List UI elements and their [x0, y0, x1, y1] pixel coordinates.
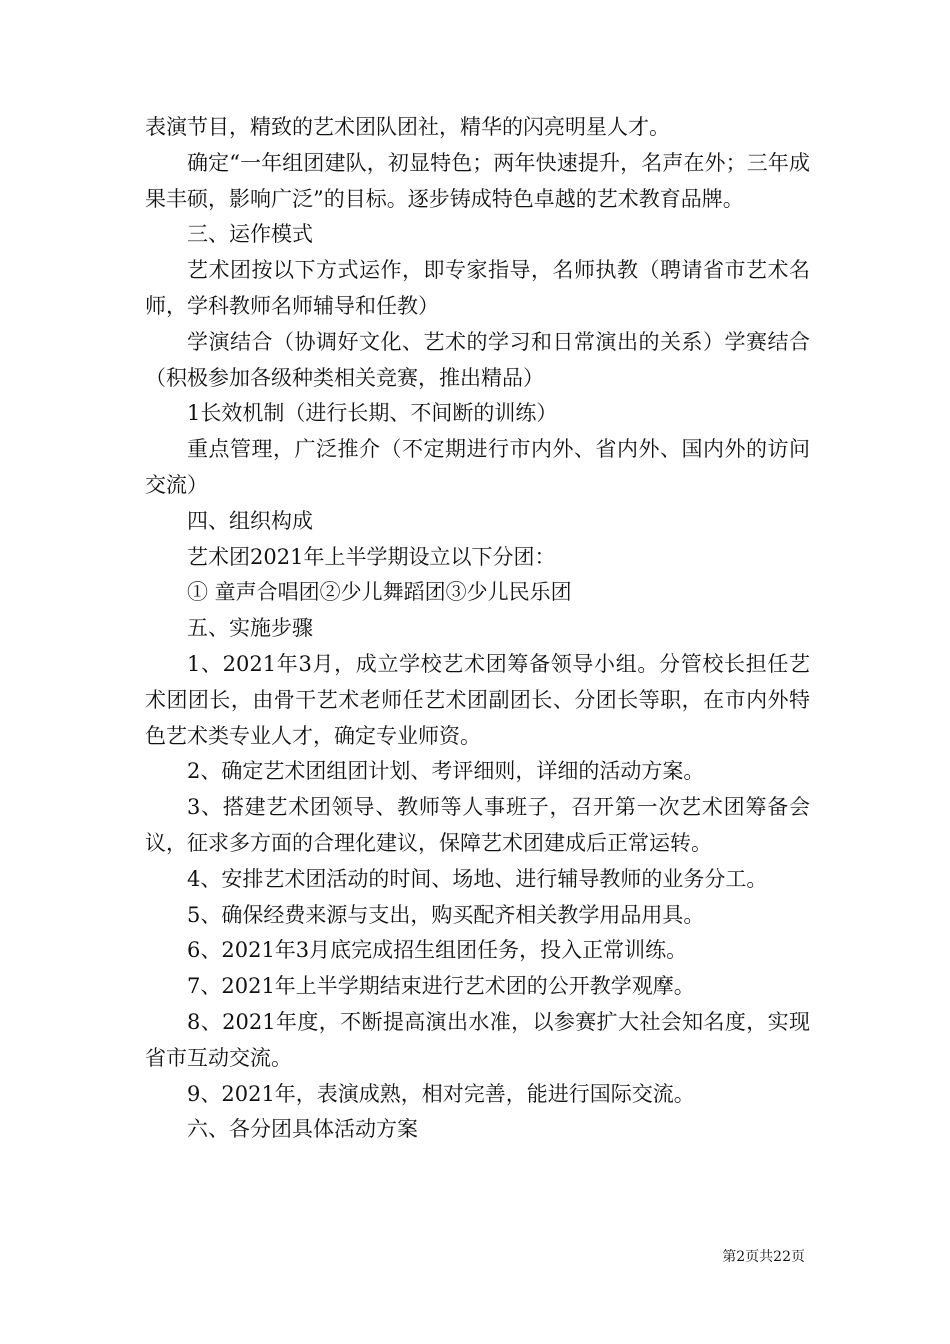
- list-item-step-6: 6、2021年3月底完成招生组团任务，投入正常训练。: [187, 938, 688, 963]
- list-item-step-4: 4、安排艺术团活动的时间、场地、进行辅导教师的业务分工。: [187, 866, 768, 891]
- paragraph-sub-groups-list: ① 童声合唱团②少儿舞蹈团③少儿民乐团: [187, 580, 572, 605]
- paragraph-study-performance: 学演结合（协调好文化、艺术的学习和日常演出的关系）学赛结合（积极参加各级种类相关竞赛，推出精品）: [145, 329, 810, 390]
- list-item-step-3: 3、搭建艺术团领导、教师等人事班子，召开第一次艺术团筹备会议，征求多方面的合理化建议，保障艺术团建成后正常运转。: [145, 795, 810, 855]
- section-heading-implementation: 五、实施步骤: [187, 616, 313, 641]
- list-item-step-9: 9、2021年，表演成熟，相对完善，能进行国际交流。: [187, 1081, 695, 1106]
- paragraph-sub-groups-intro: 艺术团2021年上半学期设立以下分团：: [187, 544, 556, 569]
- list-item-step-5: 5、确保经费来源与支出，购买配齐相关教学用品用具。: [187, 902, 705, 927]
- list-item-step-1: 1、2021年3月，成立学校艺术团筹备领导小组。分管校长担任艺术团团长，由骨干艺术老师任艺术团副团长、分团长等职，在市内外特色艺术类专业人才，确定专业师资。: [145, 651, 810, 748]
- paragraph-goal: 确定“一年组团建队，初显特色；两年快速提升，名声在外；三年成果丰硕，影响广泛”的目标。逐步铸成特色卓越的艺术教育品牌。: [145, 150, 810, 211]
- list-item-step-2: 2、确定艺术团组团计划、考评细则，详细的活动方案。: [187, 759, 705, 784]
- paragraph-operation: 艺术团按以下方式运作，即专家指导，名师执教（聘请省市艺术名师，学科教师名师辅导和任教）: [145, 258, 810, 318]
- list-item-step-8: 8、2021年度，不断提高演出水准，以参赛扩大社会知名度，实现省市互动交流。: [145, 1009, 810, 1070]
- section-heading-operation-mode: 三、运作模式: [187, 222, 313, 247]
- page-number: 第2页共22页: [722, 1249, 805, 1265]
- paragraph-long-term: 1长效机制（进行长期、不间断的训练）: [187, 401, 558, 426]
- section-heading-organization: 四、组织构成: [187, 508, 313, 533]
- document-body: [145, 110, 810, 1148]
- paragraph-key-management: 重点管理，广泛推介（不定期进行市内外、省内外、国内外的访问交流）: [145, 437, 810, 497]
- paragraph-continuation: 表演节目，精致的艺术团队团社，精华的闪亮明星人才。: [145, 115, 670, 139]
- section-heading-sub-group-plans: 六、各分团具体活动方案: [187, 1117, 418, 1142]
- list-item-step-7: 7、2021年上半学期结束进行艺术团的公开教学观摩。: [187, 974, 695, 999]
